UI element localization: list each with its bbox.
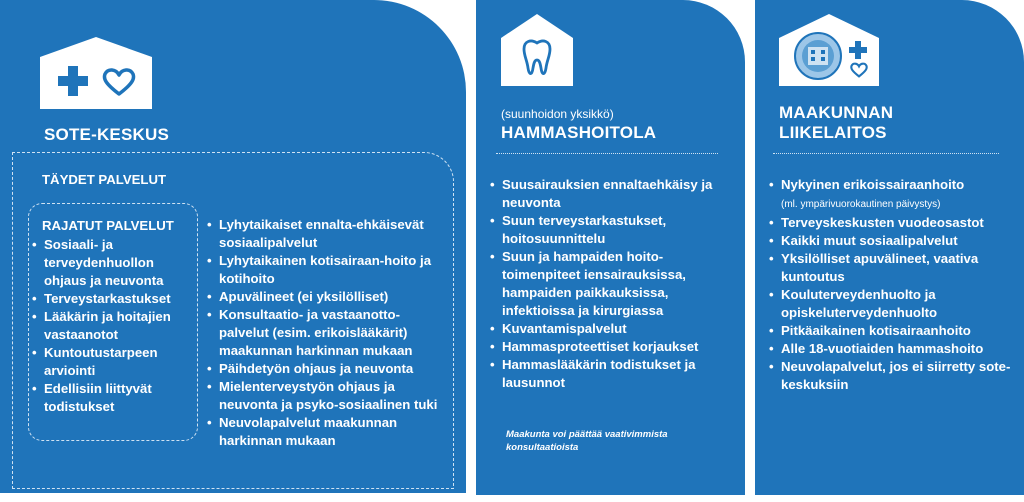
list-item: • Edellisiin liittyvät todistukset	[32, 380, 194, 416]
list-item: • Alle 18-vuotiaiden hammashoito	[769, 340, 1019, 358]
list-item: • Kouluterveydenhuolto ja opiskeluterveydenhuolto	[769, 286, 1019, 322]
list-item: • Mielenterveystyön ohjaus ja neuvonta ja psyko-sosiaalinen tuki	[207, 378, 447, 414]
full-services-label: TÄYDET PALVELUT	[42, 172, 167, 187]
list-item-text: Nykyinen erikoissairaanhoito	[781, 177, 965, 192]
list-item: • Neuvolapalvelut, jos ei siirretty sote-keskuksiin	[769, 358, 1019, 394]
list-item: • Suusairauksien ennaltaehkäisy ja neuvonta	[490, 176, 728, 212]
list-item: • Lyhytaikaiset ennalta-ehkäisevät sosiaalipalvelut	[207, 216, 447, 252]
list-item: • Terveyskeskusten vuodeosastot	[769, 214, 1019, 232]
hammashoitola-title: HAMMASHOITOLA	[501, 123, 657, 142]
dental-subtitle: (suunhoidon yksikkö)	[501, 107, 614, 121]
list-item: • Hammasproteettiset korjaukset	[490, 338, 728, 356]
plus-icon	[56, 64, 90, 98]
list-item: • Terveystarkastukset	[32, 290, 194, 308]
list-item: • Kaikki muut sosiaalipalvelut	[769, 232, 1019, 250]
consultation-note: Maakunta voi päättää vaativimmista konsultaatioista	[506, 429, 668, 453]
list-item: • Lääkärin ja hoitajien vastaanotot	[32, 308, 194, 344]
list-item	[769, 176, 1019, 214]
divider	[773, 153, 999, 154]
list-item: • Hammaslääkärin todistukset ja lausunnot	[490, 356, 728, 392]
list-item: • Suun terveystarkastukset, hoitosuunnittelu	[490, 212, 728, 248]
list-item: • Pitkäaikainen kotisairaanhoito	[769, 322, 1019, 340]
hammashoitola-panel	[476, 0, 745, 495]
heart-icon	[850, 62, 868, 78]
list-item: • Lyhytaikainen kotisairaan-hoito ja kotihoito	[207, 252, 447, 288]
sote-keskus-panel	[0, 0, 466, 493]
plus-icon	[848, 40, 868, 60]
list-item: • Kuvantamispalvelut	[490, 320, 728, 338]
list-item: • Yksilölliset apuvälineet, vaativa kuntoutus	[769, 250, 1019, 286]
list-item: • Konsultaatio- ja vastaanotto-palvelut (esim. erikoislääkärit) maakunnan harkinnan mukaan	[207, 306, 447, 360]
liikelaitos-title-line1: MAAKUNNAN	[779, 103, 894, 122]
sote-keskus-title: SOTE-KESKUS	[44, 125, 169, 144]
dental-services-list	[490, 176, 728, 392]
limited-services-list	[32, 236, 194, 416]
heart-icon	[102, 68, 136, 96]
limited-services-label: RAJATUT PALVELUT	[42, 218, 174, 233]
list-item: • Apuvälineet (ei yksilölliset)	[207, 288, 447, 306]
list-item: • Sosiaali- ja terveydenhuollon ohjaus ja neuvonta	[32, 236, 194, 290]
divider	[496, 153, 718, 154]
tooth-icon	[522, 38, 552, 78]
list-item: • Päihdetyön ohjaus ja neuvonta	[207, 360, 447, 378]
list-item: • Neuvolapalvelut maakunnan harkinnan mukaan	[207, 414, 447, 450]
full-services-list	[207, 216, 447, 450]
maakunnan-liikelaitos-panel	[755, 0, 1024, 495]
enterprise-services-list	[769, 176, 1019, 394]
list-item: • Suun ja hampaiden hoito-toimenpiteet iensairauksissa, hampaiden paikkauksissa, infektioissa ja kirurgiassa	[490, 248, 728, 320]
list-item: • Kuntoutustarpeen arviointi	[32, 344, 194, 380]
hospital-building-icon	[793, 31, 843, 81]
liikelaitos-title-line2: LIIKELAITOS	[779, 123, 887, 142]
list-item-note: (ml. ympärivuorokautinen päivystys)	[781, 199, 941, 210]
